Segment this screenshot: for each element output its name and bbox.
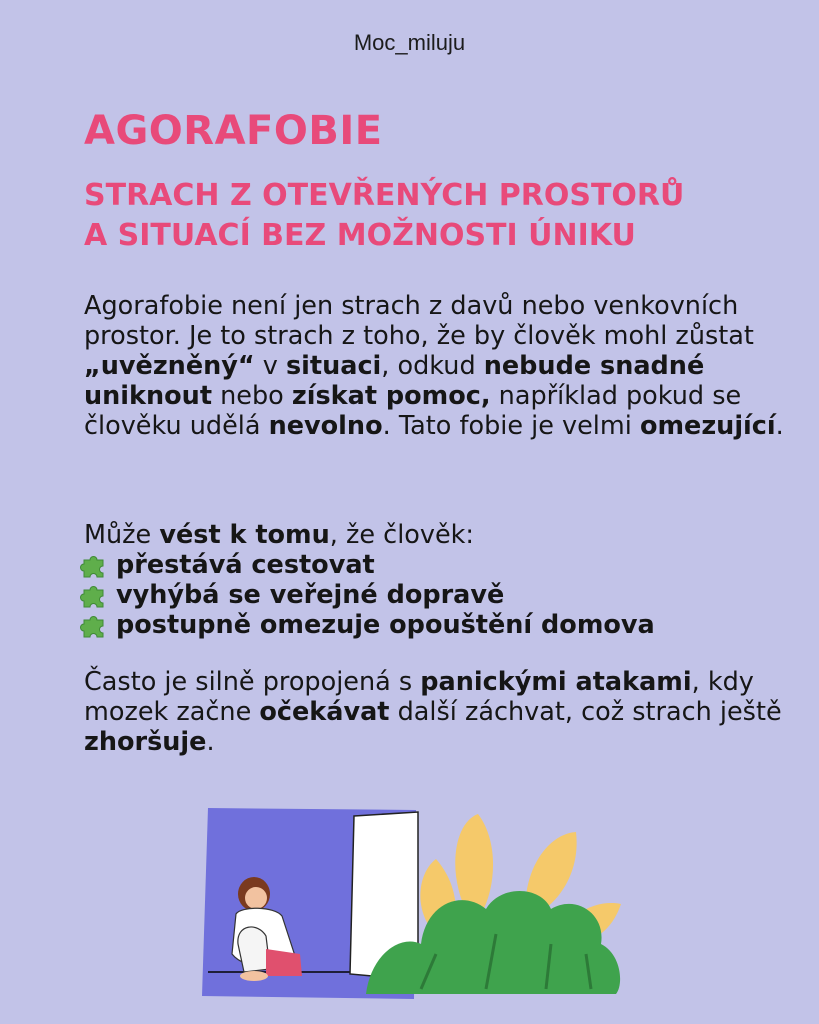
text-run: Agorafobie není jen strach z davů nebo venkovních prostor. Je to strach z toho, že by člověk mohl zůstat — [84, 291, 754, 351]
account-name: Moc_miluju — [353, 30, 466, 55]
puzzle-piece-icon — [80, 611, 108, 639]
page-subtitle — [84, 176, 784, 256]
text-run: , kdy mozek začne — [84, 667, 754, 727]
illustration — [196, 804, 636, 1004]
text-run: v — [254, 351, 286, 381]
effects-lead — [84, 520, 784, 550]
bold-run: zhoršuje — [84, 727, 207, 757]
intro-paragraph — [84, 291, 784, 441]
list-item-label: přestává cestovat — [116, 550, 375, 580]
closing-paragraph — [84, 667, 784, 757]
bold-run: panickými atakami — [420, 667, 692, 697]
bold-run: nebude snadné uniknout — [84, 351, 705, 411]
text-run: další záchvat, což strach ještě — [389, 697, 782, 727]
bold-run: vést k tomu — [159, 520, 330, 550]
text-run: Může — [84, 520, 160, 550]
text-run: například pokud se člověku udělá — [84, 381, 742, 441]
page-title: AGORAFOBIE — [84, 108, 383, 154]
bold-run: získat pomoc, — [291, 381, 491, 411]
list-item — [84, 610, 784, 640]
text-run: , že člověk: — [329, 520, 475, 550]
list-item-label: vyhýbá se veřejné dopravě — [116, 580, 505, 610]
bold-run: nevolno — [268, 411, 383, 441]
puzzle-piece-icon — [80, 551, 108, 579]
list-item-label: postupně omezuje opouštění domova — [116, 610, 655, 640]
list-item — [84, 580, 784, 610]
bold-run: omezující — [639, 411, 776, 441]
effects-list — [84, 550, 784, 640]
bold-run: „uvězněný“ — [84, 351, 255, 381]
woman-face — [245, 887, 267, 909]
text-run: Často je silně propojená s — [84, 667, 421, 697]
subtitle-line-2: A SITUACÍ BEZ MOŽNOSTI ÚNIKU — [84, 218, 636, 253]
list-item — [84, 550, 784, 580]
bold-run: situaci — [285, 351, 382, 381]
bold-run: očekávat — [259, 697, 390, 727]
puzzle-piece-icon — [80, 581, 108, 609]
woman-legs — [238, 927, 270, 972]
effects-section — [84, 520, 784, 640]
text-run: . — [775, 411, 784, 441]
text-run: , odkud — [381, 351, 484, 381]
woman-foot — [240, 971, 268, 981]
text-run: . — [206, 727, 215, 757]
text-run: . Tato fobie je velmi — [382, 411, 640, 441]
subtitle-line-1: STRACH Z OTEVŘENÝCH PROSTORŮ — [84, 178, 685, 213]
text-run: nebo — [212, 381, 292, 411]
